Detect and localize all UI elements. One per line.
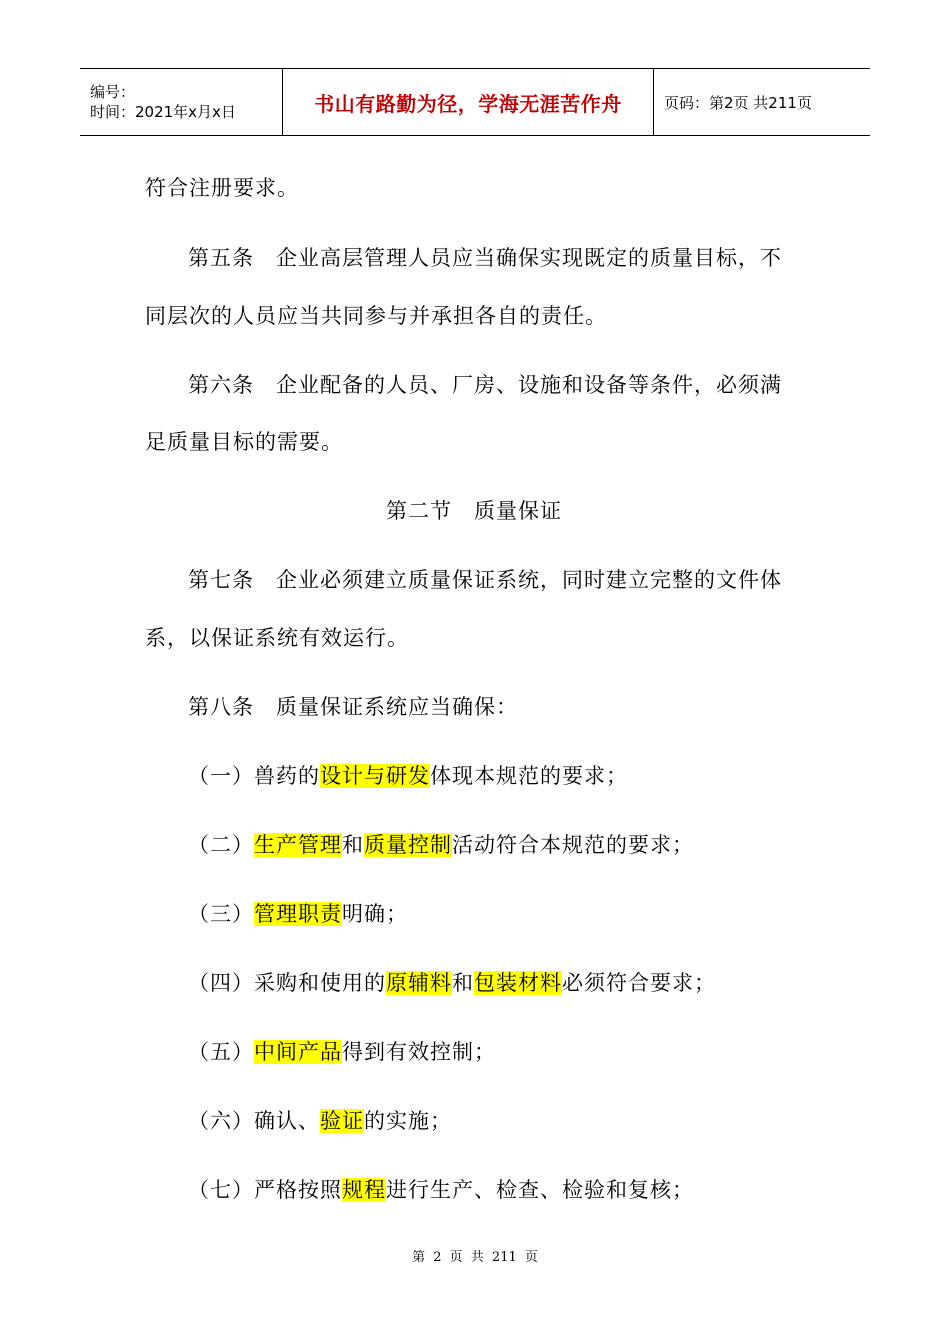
header-page-label: 页码：第2页 共211页 — [664, 93, 812, 112]
item-text: 的实施； — [364, 1109, 452, 1133]
article-7-line-1: 第七条 企业必须建立质量保证系统，同时建立完整的文件体 — [188, 568, 782, 592]
item-5 — [188, 1036, 496, 1066]
item-text: 得到有效控制； — [342, 1040, 496, 1064]
doc-number-label: 编号： — [90, 83, 136, 101]
item-text: （四）采购和使用的 — [188, 971, 386, 995]
article-6-line-2: 足质量目标的需要。 — [145, 430, 343, 454]
item-text: （一）兽药的 — [188, 764, 320, 788]
item-text: 体现本规范的要求； — [430, 764, 628, 788]
article-6-line-1: 第六条 企业配备的人员、厂房、设施和设备等条件，必须满 — [188, 373, 782, 397]
page-footer: 第 2 页 共 211 页 — [412, 1250, 538, 1265]
article-8: 第八条 质量保证系统应当确保： — [188, 695, 518, 719]
article-5-line-1: 第五条 企业高层管理人员应当确保实现既定的质量目标，不 — [188, 246, 782, 270]
item-text: （二） — [188, 833, 254, 857]
item-text: 和 — [452, 971, 474, 995]
article-7-line-2: 系，以保证系统有效运行。 — [145, 626, 409, 650]
item-text: （三） — [188, 902, 254, 926]
highlight-term: 包装材料 — [474, 971, 562, 995]
item-7 — [188, 1174, 694, 1204]
item-text: （六）确认、 — [188, 1109, 320, 1133]
highlight-term: 原辅料 — [386, 971, 452, 995]
item-6 — [188, 1105, 452, 1135]
highlight-term: 中间产品 — [254, 1040, 342, 1064]
item-text: （七）严格按照 — [188, 1178, 342, 1202]
item-1 — [188, 760, 628, 790]
header-motto-cell — [282, 69, 654, 135]
header-meta — [80, 69, 282, 135]
highlight-term: 质量控制 — [364, 833, 452, 857]
item-3 — [188, 898, 408, 928]
highlight-term: 管理职责 — [254, 902, 342, 926]
item-4 — [188, 967, 716, 997]
highlight-term: 生产管理 — [254, 833, 342, 857]
item-text: 明确； — [342, 902, 408, 926]
item-text: 和 — [342, 833, 364, 857]
item-text: 进行生产、检查、检验和复核； — [386, 1178, 694, 1202]
paragraph-line: 符合注册要求。 — [145, 176, 299, 200]
highlight-term: 验证 — [320, 1109, 364, 1133]
item-text: （五） — [188, 1040, 254, 1064]
highlight-term: 规程 — [342, 1178, 386, 1202]
item-2 — [188, 829, 694, 859]
header-table — [80, 68, 870, 136]
section-heading: 第二节 质量保证 — [386, 499, 562, 523]
highlight-term: 设计与研发 — [320, 764, 430, 788]
article-5-line-2: 同层次的人员应当共同参与并承担各自的责任。 — [145, 304, 607, 328]
doc-date-label: 时间：2021年x月x日 — [90, 103, 236, 121]
item-text: 活动符合本规范的要求； — [452, 833, 694, 857]
header-page-cell — [654, 69, 870, 135]
item-text: 必须符合要求； — [562, 971, 716, 995]
header-motto: 书山有路勤为径，学海无涯苦作舟 — [314, 91, 622, 116]
